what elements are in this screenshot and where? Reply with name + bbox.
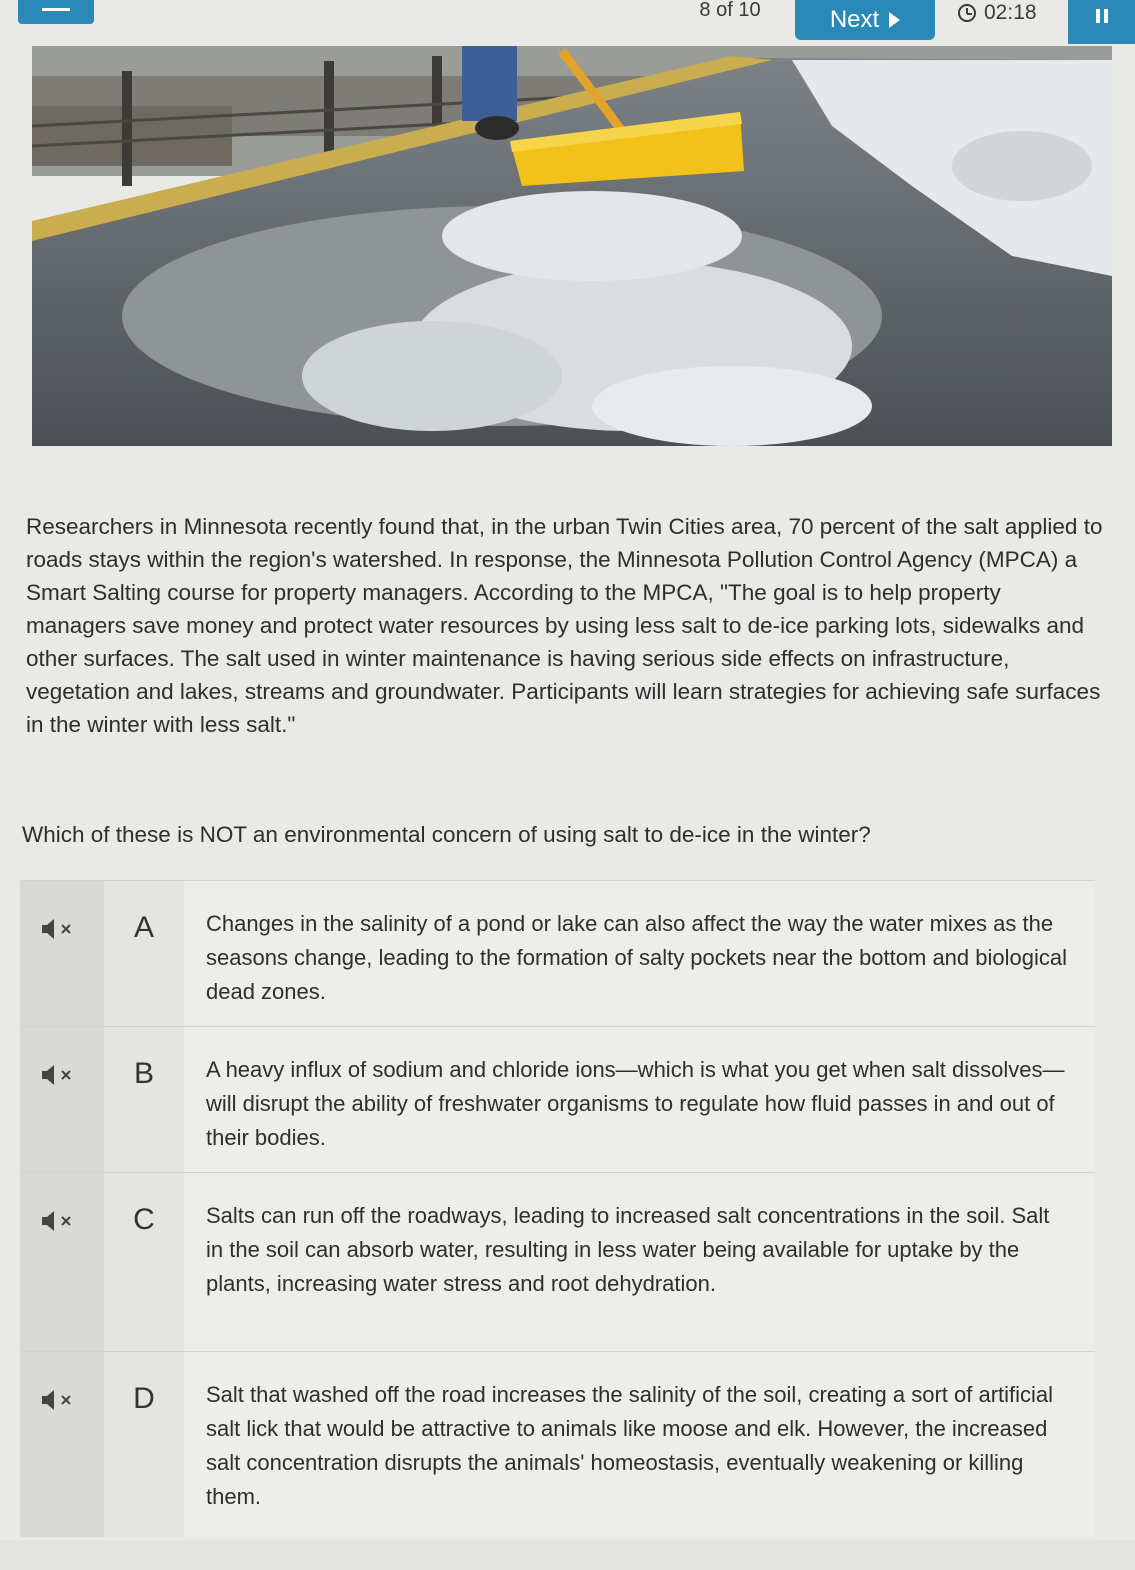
pause-icon bbox=[1096, 9, 1100, 23]
timer-value: 02:18 bbox=[984, 1, 1037, 24]
next-label: Next bbox=[829, 6, 880, 33]
audio-button-d[interactable] bbox=[20, 1352, 104, 1537]
clock-icon bbox=[958, 4, 976, 22]
audio-button-a[interactable] bbox=[20, 881, 104, 1026]
choice-letter: C bbox=[133, 1203, 155, 1236]
choice-a[interactable] bbox=[20, 880, 1095, 1026]
choice-letter-cell bbox=[104, 1027, 184, 1172]
choice-letter: D bbox=[133, 1382, 155, 1415]
passage-text: Researchers in Minnesota recently found that, in the urban Twin Cities area, 70 percent of the salt applied to roads stays within the region's watershed. In response, the Minnesota Pollution Control Agency (MPCA) a Smart Salting course for property managers. According to the MPCA, "The goal is to help property managers save money and protect water resources by using less salt to de-ice parking lots, sidewalks and other surfaces. The salt used in winter maintenance is having serious side effects on infrastructure, vegetation and lakes, streams and groundwater. Participants will learn strategies for achieving safe surfaces in the winter with less salt." bbox=[26, 514, 1103, 737]
choice-b[interactable] bbox=[20, 1026, 1095, 1172]
speaker-muted-icon bbox=[42, 1211, 78, 1231]
question-progress: 8 of 10 bbox=[699, 0, 761, 21]
choice-letter: A bbox=[133, 911, 154, 944]
speaker-muted-icon bbox=[42, 1390, 78, 1410]
next-button[interactable] bbox=[795, 0, 935, 40]
choice-text: A heavy influx of sodium and chloride ions—which is what you get when salt dissolves—will disrupt the ability of freshwater organisms to regulate how fluid passes in and out of their bodies. bbox=[184, 1027, 1095, 1172]
pause-icon-bar bbox=[1104, 9, 1108, 23]
snow-shovel-photo bbox=[32, 46, 1112, 446]
choice-d[interactable] bbox=[20, 1351, 1095, 1537]
speaker-muted-icon bbox=[42, 919, 78, 939]
speaker-muted-icon bbox=[42, 1065, 78, 1085]
audio-button-c[interactable] bbox=[20, 1173, 104, 1351]
top-bar bbox=[0, 0, 1135, 46]
timer bbox=[958, 0, 1058, 26]
choice-letter-cell bbox=[104, 1173, 184, 1351]
pause-button[interactable] bbox=[1068, 0, 1135, 44]
bottom-strip bbox=[0, 1540, 1135, 1570]
choice-c[interactable] bbox=[20, 1172, 1095, 1351]
question-text: Which of these is NOT an environmental concern of using salt to de-ice in the winter? bbox=[22, 822, 871, 847]
choice-letter: B bbox=[133, 1057, 154, 1090]
photo-illustration bbox=[32, 46, 1112, 446]
choice-text: Salt that washed off the road increases the salinity of the soil, creating a sort of artificial salt lick that would be attractive to animals like moose and elk. However, the increased salt concentration disrupts the animals' homeostasis, eventually weakening or killing them. bbox=[184, 1352, 1095, 1537]
choice-text: Salts can run off the roadways, leading to increased salt concentrations in the soil. Salt in the soil can absorb water, resulting in less water being available for uptake by the plants, increasing water stress and root dehydration. bbox=[184, 1173, 1095, 1351]
audio-button-b[interactable] bbox=[20, 1027, 104, 1172]
choice-letter-cell bbox=[104, 881, 184, 1026]
menu-button[interactable] bbox=[18, 0, 94, 24]
choice-text: Changes in the salinity of a pond or lake can also affect the way the water mixes as the seasons change, leading to the formation of salty pockets near the bottom and biological dead zones. bbox=[184, 881, 1095, 1026]
menu-icon bbox=[42, 8, 70, 11]
choice-letter-cell bbox=[104, 1352, 184, 1537]
play-arrow-icon bbox=[889, 12, 900, 28]
